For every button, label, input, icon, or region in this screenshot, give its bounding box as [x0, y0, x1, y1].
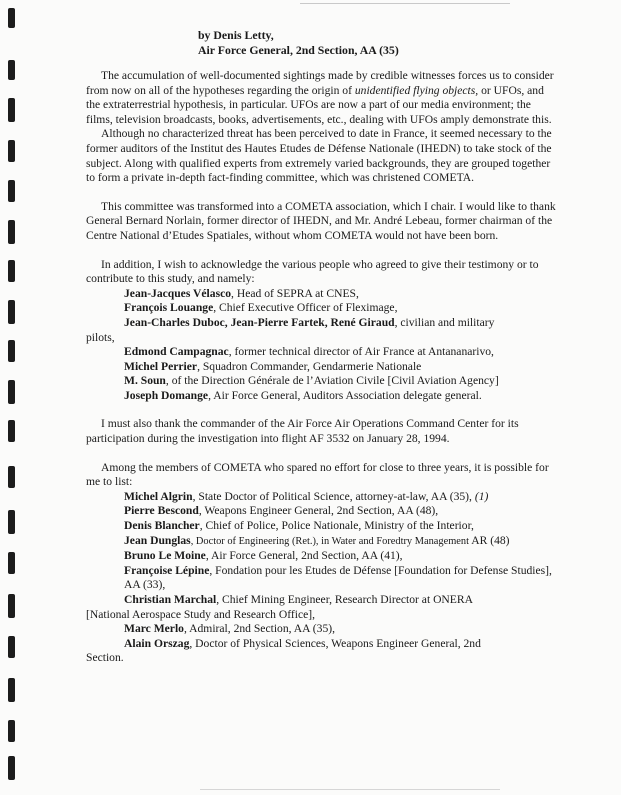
paragraph-commander: I must also thank the commander of the Air Force Air Operations Command Center for its participation during the investigation into flight AF 3532 on January 28, 1994. — [86, 417, 519, 446]
list-item-wrap: [National Aerospace Study and Research Office], — [86, 607, 315, 621]
list-item — [124, 490, 556, 505]
list-item-wrap: pilots, — [86, 330, 115, 344]
member-desc: , Admiral, 2nd Section, AA (35), — [183, 622, 336, 636]
list-item — [124, 301, 556, 316]
member-name: Denis Blancher — [124, 519, 200, 533]
person-name: M. Soun — [124, 374, 166, 388]
binding-mark — [8, 594, 15, 618]
member-desc: , Air Force General, 2nd Section, AA (41), — [205, 549, 403, 563]
member-desc: , Chief Mining Engineer, Research Director at ONERA — [216, 593, 473, 606]
list-item — [124, 389, 556, 404]
binding-mark — [8, 180, 15, 202]
person-desc: , Squadron Commander, Gendarmerie Nationale — [197, 359, 422, 373]
person-desc: , former technical director of Air France at Antananarivo, — [228, 345, 494, 359]
byline-author: by Denis Letty, — [198, 28, 274, 42]
binding-mark — [8, 260, 15, 282]
document-body — [86, 28, 556, 666]
intro-text-2: or UFOs, and the extraterrestrial hypothesis, in particular. UFOs are now a part of our media environment; the films, television broadcasts, books, advertisements, etc., dealing with UFOs amply demonstrate this. — [86, 83, 552, 126]
member-name: Marc Merlo — [124, 622, 184, 636]
person-desc: , Chief Executive Officer of Fleximage, — [213, 301, 398, 315]
binding-mark — [8, 420, 15, 442]
list-item — [124, 622, 556, 637]
member-name: Michel Algrin — [124, 489, 193, 503]
member-desc: , Chief of Police, Police Nationale, Ministry of the Interior, — [199, 519, 474, 533]
person-name: Michel Perrier — [124, 359, 198, 373]
members-list — [86, 490, 556, 666]
member-name: Jean Dunglas — [124, 533, 191, 547]
paragraph-association: This committee was transformed into a COMETA association, which I chair. I would like to thank General Bernard Norlain, former director of IHEDN, and Mr. André Lebeau, former chairman of the Centre National d’Etudes Spatiales, without whom COMETA would not have been born. — [86, 199, 556, 242]
list-item — [124, 360, 556, 375]
testimony-list — [86, 287, 556, 404]
binding-mark — [8, 636, 15, 658]
member-name: Alain Orszag — [124, 636, 190, 650]
binding-mark — [8, 140, 15, 162]
person-name: François Louange — [124, 301, 214, 315]
list-item — [124, 519, 556, 534]
list-item — [124, 593, 556, 608]
binding-mark — [8, 466, 15, 488]
member-desc: , Doctor of Physical Sciences, Weapons Engineer General, 2nd — [189, 636, 481, 650]
binding-mark — [8, 220, 15, 244]
person-name: Jean-Charles Duboc, Jean-Pierre Fartek, René Giraud — [124, 315, 395, 329]
binding-mark — [8, 552, 15, 574]
person-desc: , Air Force General, Auditors Association delegate general. — [208, 388, 482, 402]
member-desc: , Fondation pour les Etudes de Défense [Foundation for Defense Studies], AA (33), — [124, 563, 552, 592]
binding-strip — [0, 0, 22, 795]
byline-title: Air Force General, 2nd Section, AA (35) — [198, 43, 399, 57]
footnote-ref: (1) — [474, 489, 489, 503]
person-desc: , Head of SEPRA at CNES, — [231, 286, 359, 300]
paragraph-members: Among the members of COMETA who spared no effort for close to three years, it is possible for me to list: — [86, 460, 549, 489]
binding-mark — [8, 300, 15, 324]
binding-mark — [8, 720, 15, 742]
person-desc: , civilian and military — [394, 315, 495, 329]
member-name: Bruno Le Moine — [124, 549, 206, 563]
list-item — [124, 316, 556, 331]
binding-mark — [8, 756, 15, 780]
intro-italic: unidentified flying objects, — [354, 83, 479, 97]
binding-mark — [8, 98, 15, 122]
binding-mark — [8, 8, 15, 28]
list-item — [124, 345, 556, 360]
list-item — [124, 287, 556, 302]
binding-mark — [8, 678, 15, 702]
member-desc: , State Doctor of Political Science, attorney-at-law, AA (35), — [192, 489, 475, 503]
member-desc: AR (48) — [468, 533, 510, 547]
list-item — [124, 504, 556, 519]
member-name: Françoise Lépine — [124, 563, 210, 577]
page-edge-bottom — [200, 789, 500, 790]
person-name: Edmond Campagnac — [124, 345, 229, 359]
paragraph-ihedn: Although no characterized threat has been perceived to date in France, it seemed necessary to the former auditors of the Institut des Hautes Etudes de Défense Nationale (IHEDN) to take stock of the subject. Along with qualified experts from extremely varied backgrounds, they are grouped together to form a private in-depth fact-finding committee, which was christened COMETA. — [86, 127, 552, 185]
list-item — [124, 534, 556, 550]
member-name: Pierre Bescond — [124, 504, 199, 518]
member-name: Christian Marchal — [124, 593, 217, 606]
intro-text-1: The accumulation of well-documented sightings made by credible witnesses forces us to consider from now on all of the hypotheses regarding the origin of — [86, 69, 554, 97]
list-item — [124, 637, 556, 652]
person-name: Joseph Domange — [124, 388, 209, 402]
binding-mark — [8, 510, 15, 534]
list-item — [124, 564, 556, 593]
person-desc: , of the Direction Générale de l’Aviation Civile [Civil Aviation Agency] — [165, 374, 499, 388]
list-item-wrap: Section. — [86, 651, 124, 665]
paragraph-intro — [86, 69, 556, 127]
person-name: Jean-Jacques Vélasco — [124, 286, 232, 300]
binding-mark — [8, 60, 15, 80]
page-edge-top — [300, 3, 510, 4]
binding-mark — [8, 380, 15, 404]
binding-mark — [8, 340, 15, 362]
list-item — [124, 549, 556, 564]
member-desc-small: , Doctor of Engineering (Ret.), in Water and Foredtry Management — [190, 535, 469, 547]
paragraph-acknowledge: In addition, I wish to acknowledge the various people who agreed to give their testimony or to contribute to this study, and namely: — [86, 257, 539, 286]
byline — [198, 28, 556, 58]
member-desc: , Weapons Engineer General, 2nd Section, AA (48), — [198, 504, 439, 518]
list-item — [124, 374, 556, 389]
